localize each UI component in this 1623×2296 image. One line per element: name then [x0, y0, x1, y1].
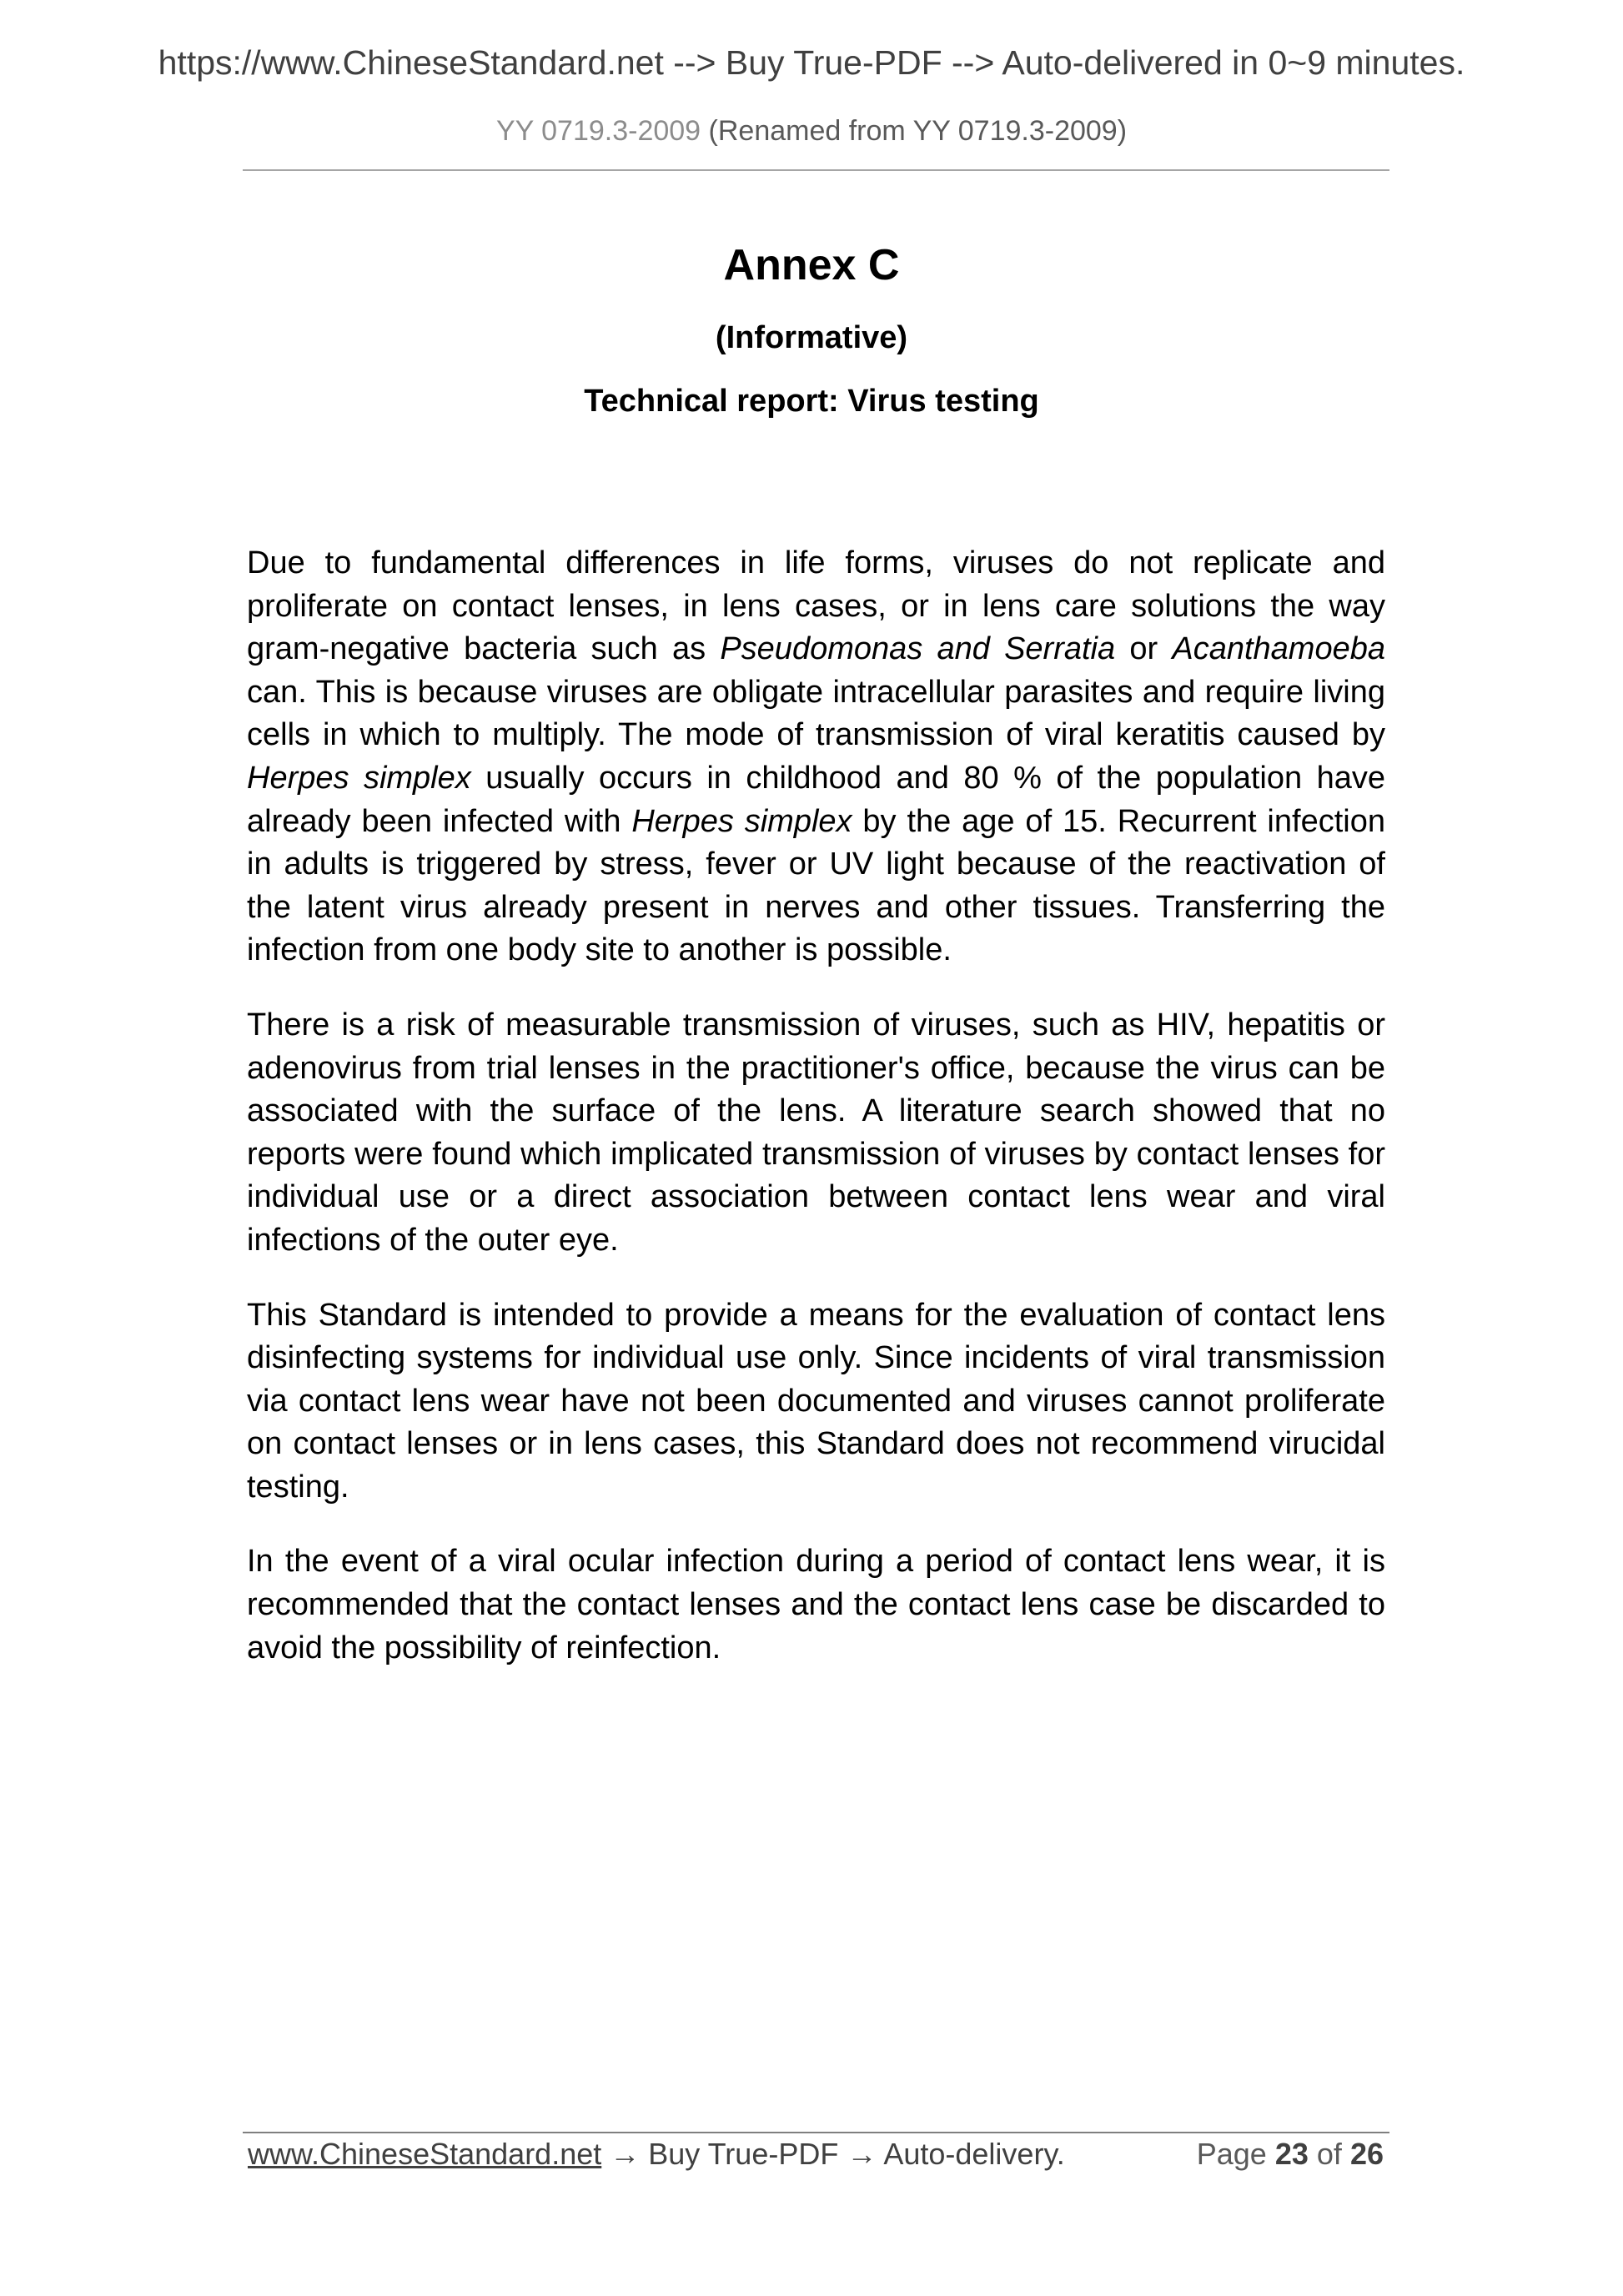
- page-indicator: [1197, 2137, 1384, 2172]
- annex-type: (Informative): [715, 320, 908, 355]
- annex-report-title: Technical report: Virus testing: [584, 384, 1039, 419]
- footer-link[interactable]: www.ChineseStandard.net: [248, 2137, 602, 2171]
- page-total: 26: [1349, 2137, 1384, 2171]
- p1-italic-4: Herpes simplex: [631, 803, 852, 839]
- arrow-right-icon: →: [610, 2137, 641, 2171]
- p1-italic-1: Pseudomonas and Serratia: [720, 631, 1116, 667]
- standard-header: [0, 115, 1623, 148]
- arrow-right-icon: →: [847, 2137, 877, 2171]
- p1-text-2: or: [1115, 631, 1173, 667]
- p1-text-1: Due to fundamental differences in life forms, viruses do not replicate and proliferate on contact lenses, in lens cases, or in lens care solutions the way gram-negative bacteria such as: [247, 545, 1385, 667]
- p1-italic-2: Acanthamoeba: [1172, 631, 1385, 667]
- page-number: 23: [1274, 2137, 1309, 2171]
- of-label: of: [1316, 2137, 1342, 2171]
- p1-italic-3: Herpes simplex: [247, 760, 471, 796]
- standard-code: YY 0719.3-2009: [495, 115, 701, 147]
- p1-text-5: by the age of 15. Recurrent infection in adults is triggered by stress, fever or UV light because of the reactivation of the latent virus already present in nerves and other tissues. Transferring the infection from one body site to another is possible.: [247, 803, 1385, 968]
- annex-title: Annex C: [723, 241, 900, 289]
- top-banner[interactable]: https://www.ChineseStandard.net --> Buy True-PDF --> Auto-delivered in 0~9 minutes.: [158, 43, 1465, 82]
- footer-promo: [248, 2137, 1065, 2172]
- paragraph-3: This Standard is intended to provide a means for the evaluation of contact lens disinfecting systems for individual use only. Since incidents of viral transmission via contact lens wear have not been documented and viruses cannot proliferate on contact lenses or in lens cases, this Standard does not recommend virucidal testing.: [247, 1297, 1385, 1505]
- footer-delivery-text: Auto-delivery.: [877, 2137, 1065, 2171]
- page-label: Page: [1196, 2137, 1267, 2171]
- paragraph-2: There is a risk of measurable transmission of viruses, such as HIV, hepatitis or adenovirus from trial lenses in the practitioner's office, because the virus can be associated with the surface of the lens. A literature search showed that no reports were found which implicated transmission of viruses by contact lenses for individual use or a direct association between contact lens wear and viral infections of the outer eye.: [247, 1007, 1385, 1258]
- paragraph-1: [247, 542, 1385, 972]
- footer-divider: [243, 2132, 1389, 2133]
- paragraph-4: In the event of a viral ocular infection during a period of contact lens wear, it is recommended that the contact lenses and the contact lens case be discarded to avoid the possibility of reinfection.: [247, 1544, 1385, 1665]
- footer-buy-text: Buy True-PDF: [640, 2137, 847, 2171]
- p1-text-4: usually occurs in childhood and 80 % of the population have already been infected with: [247, 760, 1385, 839]
- header-divider: [243, 169, 1389, 171]
- renamed-note: (Renamed from YY 0719.3-2009): [708, 115, 1128, 147]
- annex-body: [247, 542, 1385, 1701]
- p1-text-3: can. This is because viruses are obligate intracellular parasites and require living cells in which to multiply. The mode of transmission of viral keratitis caused by: [247, 674, 1385, 753]
